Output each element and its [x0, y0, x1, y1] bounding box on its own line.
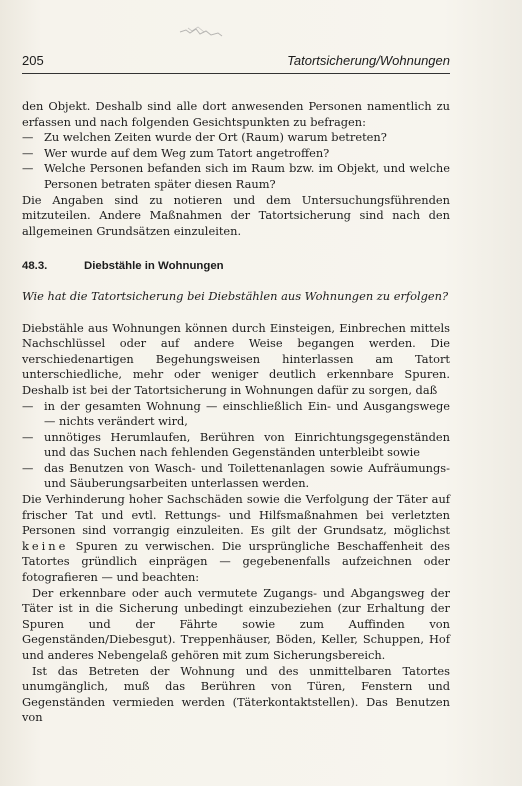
list-item: — in der gesamten Wohnung — einschließlich Ein- und Ausgangswege — nichts verändert wird, [22, 398, 450, 429]
dash-bullet: — [22, 398, 34, 413]
list-item: — Zu welchen Zeiten wurde der Ort (Raum) warum betreten? [22, 130, 387, 145]
section-heading [22, 259, 450, 275]
section-paragraph-3: Der erkennbare oder auch vermutete Zugangs- und Abgangsweg der Täter ist in die Sicherung unbedingt einzubeziehen (zur Erhaltung der Spuren und der Fährte sowie zum Auffinden von Gegenständen/Diebesgut). Treppenhäuser, Böden, Keller, Schuppen, Hof und anderes Nebengelaß gehören mit zum Sicherungsbereich. [22, 585, 450, 662]
section-title: Diebstähle in Wohnungen [84, 260, 224, 273]
page-number: 205 [22, 53, 44, 68]
ink-smudge-mark [178, 24, 224, 40]
section-question: Wie hat die Tatortsicherung bei Diebstählen aus Wohnungen zu erfolgen? [22, 288, 449, 303]
section-paragraph-2: Die Verhinderung hoher Sachschäden sowie die Verfolgung der Täter auf frischer Tat und evtl. Rettungs- und Hilfsmaßnahmen bei verletzten Personen sind vorrangig einzuleiten. Es gilt der Grundsatz, möglichst keine Spuren zu verwischen. Die ursprüngliche Beschaffenheit des Tatortes gründlich einprägen — gegebenenfalls aufzeichnen oder fotografieren — und beachten: [22, 492, 451, 585]
header-rule [22, 73, 450, 74]
dash-bullet: — [22, 460, 34, 475]
dash-bullet: — [22, 130, 34, 145]
intro-paragraph: den Objekt. Deshalb sind alle dort anwesenden Personen namentlich zu erfassen und nach folgenden Gesichtspunkten zu befragen: [22, 99, 450, 129]
dash-bullet: — [22, 429, 34, 444]
section-condition-list [22, 399, 450, 493]
intro-closing-paragraph: Die Angaben sind zu notieren und dem Untersuchungsführenden mitzuteilen. Andere Maßnahmen der Tatortsicherung sind nach den allgemeinen Grundsätzen einzuleiten. [22, 192, 450, 238]
list-item: — Welche Personen befanden sich im Raum bzw. im Objekt, und welche Personen betraten später diesen Raum? [22, 161, 450, 191]
emphasis-keine: keine [22, 538, 69, 553]
list-item: — Wer wurde auf dem Weg zum Tatort angetroffen? [22, 145, 330, 160]
page-body [22, 99, 450, 726]
running-title: Tatortsicherung/Wohnungen [287, 53, 450, 68]
dash-bullet: — [22, 161, 34, 176]
section-paragraph-1: Diebstähle aus Wohnungen können durch Einsteigen, Einbrechen mittels Nachschlüssel oder auf andere Weise begangen werden. Die verschiedenartigen Begehungsweisen hinterlassen am Tatort unterschiedliche, mehr oder weniger deutlich erkennbare Spuren. Deshalb ist bei der Tatortsicherung in Wohnungen dafür zu sorgen, daß [22, 320, 450, 397]
list-item: — unnötiges Herumlaufen, Berühren von Einrichtungsgegenständen und das Suchen nach fehlenden Gegenständen unterbleibt sowie [22, 429, 450, 460]
intro-question-list [22, 130, 450, 192]
section-paragraph-4: Ist das Betreten der Wohnung und des unmittelbaren Tatortes unumgänglich, muß das Berühren von Türen, Fenstern und Gegenständen vermieden werden (Täterkontaktstellen). Das Benutzen von [22, 663, 450, 725]
section-number: 48.3. [22, 260, 48, 273]
list-item: — das Benutzen von Wasch- und Toilettenanlagen sowie Aufräumungs- und Säuberungsarbeiten unterlassen werden. [22, 460, 450, 491]
dash-bullet: — [22, 145, 34, 160]
running-header [22, 53, 450, 68]
